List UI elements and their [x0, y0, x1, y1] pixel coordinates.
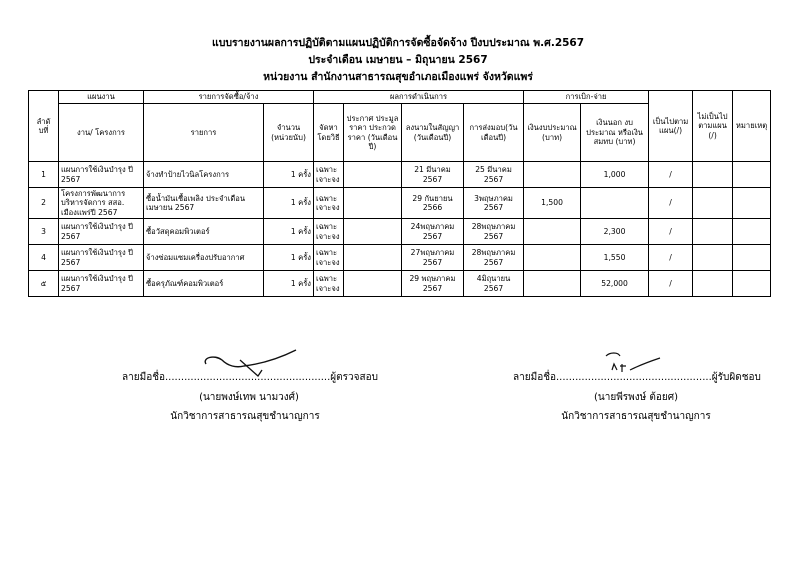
table-row: [29, 188, 771, 219]
sign-label-left: ลายมือชื่อ: [122, 372, 165, 383]
cell-seq: 4: [29, 245, 59, 271]
signature-block-left: [122, 370, 382, 424]
cell-budget: [524, 219, 581, 245]
cell-project: แผนการใช้เงินบำรุง ปี 2567: [59, 271, 144, 297]
cell-seq: 2: [29, 188, 59, 219]
group-disbursement-header: การเบิก-จ่าย: [524, 91, 649, 104]
table-row: [29, 271, 771, 297]
cell-as-planned: /: [649, 245, 693, 271]
cell-method: เฉพาะ เจาะจง: [314, 271, 344, 297]
col-project-header: งาน/ โครงการ: [59, 104, 144, 162]
cell-item: ซื้อวัสดุคอมพิวเตอร์: [144, 219, 264, 245]
cell-delivery: 4มิถุนายน 2567: [464, 271, 524, 297]
report-period: ประจำเดือน เมษายน – มิถุนายน 2567: [308, 54, 488, 66]
cell-as-planned: /: [649, 219, 693, 245]
col-as-planned-header: เป็นไปตาม แผน(/): [649, 91, 693, 162]
cell-quantity: 1 ครั้ง: [264, 188, 314, 219]
cell-seq: 1: [29, 162, 59, 188]
cell-delivery: 3พฤษภาคม 2567: [464, 188, 524, 219]
cell-announce: [344, 188, 402, 219]
cell-item: จ้างซ่อมแซมเครื่องปรับอากาศ: [144, 245, 264, 271]
cell-remark: [733, 188, 771, 219]
cell-project: แผนการใช้เงินบำรุง ปี 2567: [59, 245, 144, 271]
col-item-header: รายการ: [144, 104, 264, 162]
cell-announce: [344, 219, 402, 245]
cell-offbudget: 2,300: [581, 219, 649, 245]
sign-label-right: ลายมือชื่อ: [513, 372, 556, 383]
signer-role-left: ผู้ตรวจสอบ: [330, 372, 378, 383]
signer-position-left: นักวิชาการสาธารณสุขชำนาญการ: [170, 411, 320, 422]
cell-offbudget: 1,000: [581, 162, 649, 188]
table-row: [29, 245, 771, 271]
cell-announce: [344, 245, 402, 271]
cell-contract: 27พฤษภาคม 2567: [402, 245, 464, 271]
signer-name-right: (นายพีรพงษ์ ต้อยศ): [593, 392, 679, 403]
sign-dots-right: .................................................: [556, 372, 712, 383]
cell-project: แผนการใช้เงินบำรุง ปี 2567: [59, 219, 144, 245]
cell-contract: 24พฤษภาคม 2567: [402, 219, 464, 245]
cell-contract: 21 มีนาคม 2567: [402, 162, 464, 188]
signer-position-right: นักวิชาการสาธารณสุขชำนาญการ: [561, 411, 711, 422]
cell-seq: ๕: [29, 271, 59, 297]
col-quantity-header: จำนวน (หน่วยนับ): [264, 104, 314, 162]
signer-role-right: ผู้รับผิดชอบ: [711, 372, 761, 383]
cell-offbudget: 1,550: [581, 245, 649, 271]
cell-project: โครงการพัฒนาการ บริหารจัดการ สสอ. เมืองแพร่ปี 2567: [59, 188, 144, 219]
cell-method: เฉพาะ เจาะจง: [314, 162, 344, 188]
report-title: แบบรายงานผลการปฏิบัติตามแผนปฏิบัติการจัดซื้อจัดจ้าง ปีงบประมาณ พ.ศ.2567: [211, 37, 585, 49]
col-method-header: จัดหา โดยวิธี: [314, 104, 344, 162]
group-operation-header: ผลการดำเนินการ: [314, 91, 524, 104]
col-budget-header: เงินงบประมาณ (บาท): [524, 104, 581, 162]
group-plan-header: แผนงาน: [59, 91, 144, 104]
sign-dots-left: ....................................................: [165, 372, 331, 383]
cell-not-planned: [693, 245, 733, 271]
cell-announce: [344, 162, 402, 188]
col-seq-header: ลำดั บที่: [29, 91, 59, 162]
cell-quantity: 1 ครั้ง: [264, 219, 314, 245]
cell-item: ซื้อน้ำมันเชื้อเพลิง ประจำเดือน เมษายน 2567: [144, 188, 264, 219]
cell-quantity: 1 ครั้ง: [264, 162, 314, 188]
col-delivery-header: การส่งมอบ(วัน เดือนปี): [464, 104, 524, 162]
signature-line-left: [122, 370, 382, 385]
table-row: [29, 162, 771, 188]
cell-announce: [344, 271, 402, 297]
cell-not-planned: [693, 188, 733, 219]
cell-budget: [524, 245, 581, 271]
cell-method: เฉพาะ เจาะจง: [314, 188, 344, 219]
signature-line-right: [513, 370, 773, 385]
cell-budget: 1,500: [524, 188, 581, 219]
group-procurement-header: รายการจัดซื้อ/จ้าง: [144, 91, 314, 104]
cell-contract: 29 กันยายน 2566: [402, 188, 464, 219]
col-remark-header: หมายเหตุ: [733, 91, 771, 162]
cell-remark: [733, 219, 771, 245]
cell-delivery: 25 มีนาคม 2567: [464, 162, 524, 188]
cell-as-planned: /: [649, 162, 693, 188]
signature-block-right: [513, 370, 773, 424]
cell-offbudget: 52,000: [581, 271, 649, 297]
cell-remark: [733, 245, 771, 271]
cell-not-planned: [693, 162, 733, 188]
col-not-planned-header: ไม่เป็นไป ตามแผน (/): [693, 91, 733, 162]
cell-project: แผนการใช้เงินบำรุง ปี 2567: [59, 162, 144, 188]
cell-not-planned: [693, 271, 733, 297]
cell-item: ซื้อครุภัณฑ์คอมพิวเตอร์: [144, 271, 264, 297]
procurement-report-table: [28, 90, 771, 297]
cell-quantity: 1 ครั้ง: [264, 271, 314, 297]
cell-seq: 3: [29, 219, 59, 245]
cell-contract: 29 พฤษภาคม 2567: [402, 271, 464, 297]
cell-remark: [733, 271, 771, 297]
cell-remark: [733, 162, 771, 188]
cell-delivery: 28พฤษภาคม 2567: [464, 245, 524, 271]
cell-budget: [524, 271, 581, 297]
table-row: [29, 219, 771, 245]
cell-budget: [524, 162, 581, 188]
cell-method: เฉพาะ เจาะจง: [314, 245, 344, 271]
cell-quantity: 1 ครั้ง: [264, 245, 314, 271]
cell-as-planned: /: [649, 271, 693, 297]
signer-name-left: (นายพงษ์เทพ นามวงศ์): [199, 392, 299, 403]
cell-not-planned: [693, 219, 733, 245]
cell-as-planned: /: [649, 188, 693, 219]
cell-item: จ้างทำป้ายไวนิลโครงการ: [144, 162, 264, 188]
cell-offbudget: [581, 188, 649, 219]
col-offbudget-header: เงินนอก งบประมาณ หรือเงินสมทบ (บาท): [581, 104, 649, 162]
report-agency: หน่วยงาน สำนักงานสาธารณสุขอำเภอเมืองแพร่ จังหวัดแพร่: [263, 71, 533, 83]
col-announce-header: ประกาศ ประมูลราคา ประกวดราคา (วันเดือนปี): [344, 104, 402, 162]
cell-delivery: 28พฤษภาคม 2567: [464, 219, 524, 245]
col-contract-header: ลงนามในสัญญา (วันเดือนปี): [402, 104, 464, 162]
cell-method: เฉพาะ เจาะจง: [314, 219, 344, 245]
